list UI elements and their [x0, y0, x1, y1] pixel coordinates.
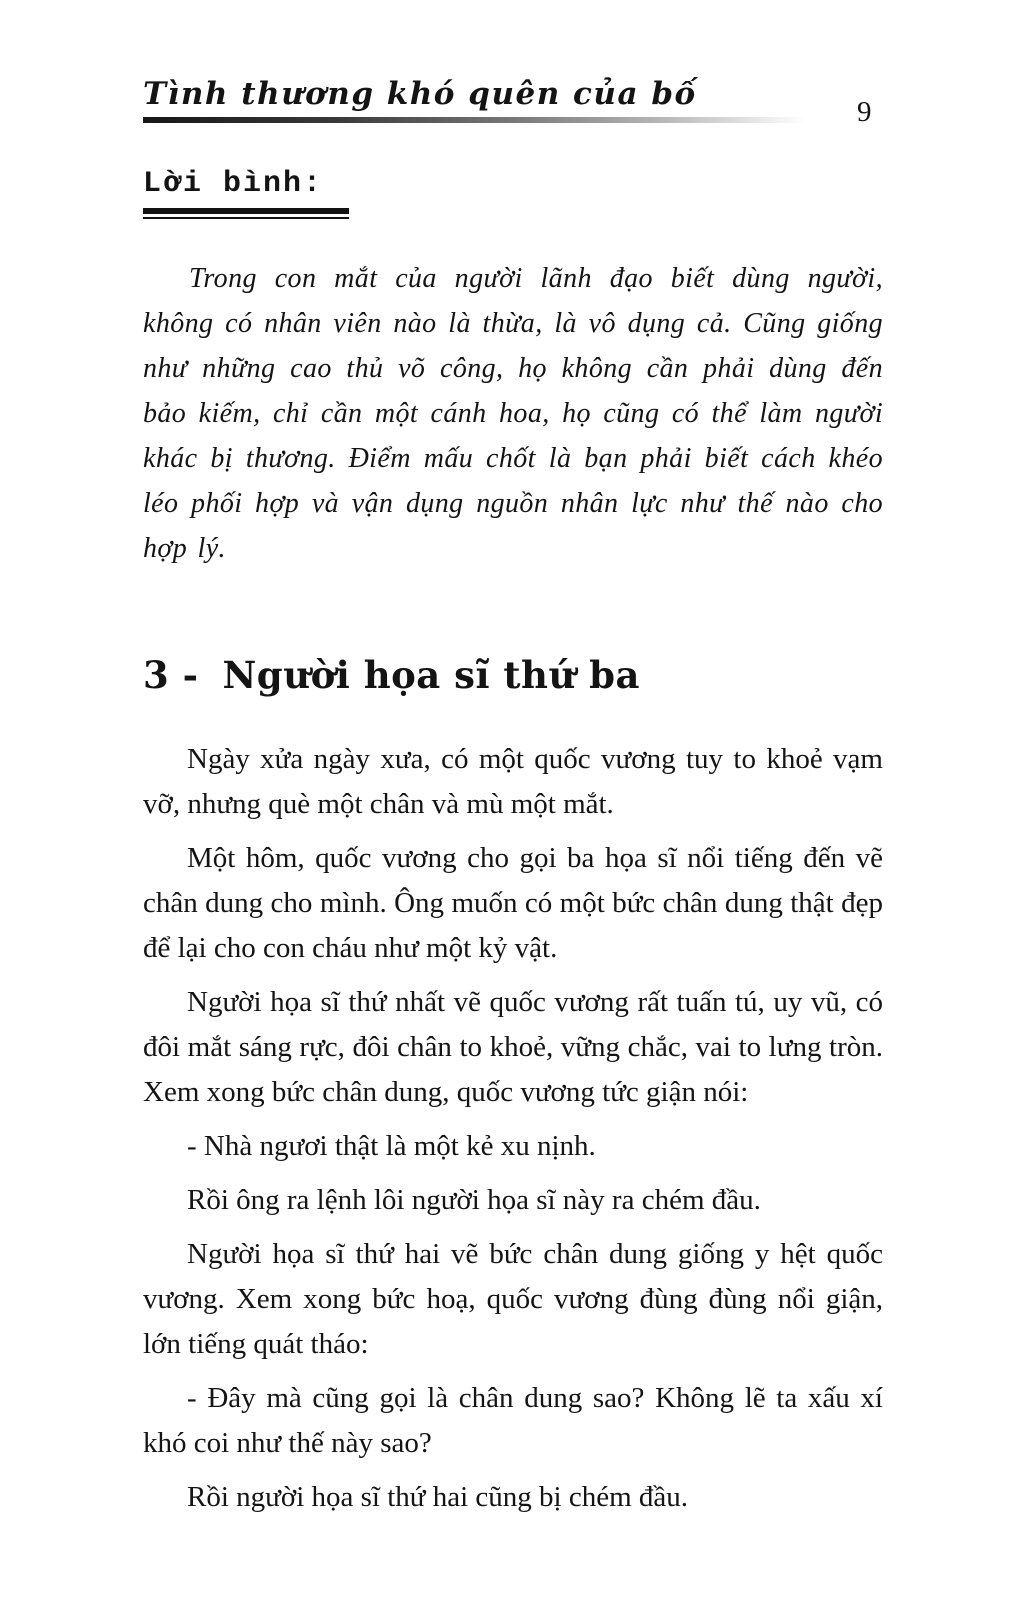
commentary-label: Lời bình:	[143, 167, 349, 214]
page-content	[143, 0, 883, 1520]
story-paragraph: Rồi người họa sĩ thứ hai cũng bị chém đầu.	[187, 1481, 689, 1513]
section-title: Người họa sĩ thứ ba	[222, 653, 641, 697]
story-paragraph: - Đây mà cũng gọi là chân dung sao? Không lẽ ta xấu xí khó coi như thế này sao?	[143, 1382, 883, 1459]
running-header-title: Tình thương khó quên của bố	[143, 76, 697, 112]
section-heading	[143, 653, 883, 697]
story-paragraph: Ngày xửa ngày xưa, có một quốc vương tuy to khoẻ vạm vỡ, nhưng què một chân và mù một mắt.	[143, 743, 883, 820]
header-gradient-rule	[143, 117, 840, 123]
commentary-paragraph: Trong con mắt của người lãnh đạo biết dùng người, không có nhân viên nào là thừa, là vô dụng cả. Cũng giống như những cao thủ võ công, họ không cần phải dùng đến bảo kiếm, chỉ cần một cánh hoa, họ cũng có thể làm người khác bị thương. Điểm mấu chốt là bạn phải biết cách khéo léo phối hợp và vận dụng nguồn nhân lực như thế nào cho hợp lý.	[143, 263, 883, 564]
story-paragraph: Người họa sĩ thứ nhất vẽ quốc vương rất tuấn tú, uy vũ, có đôi mắt sáng rực, đôi chân to khoẻ, vững chắc, vai to lưng tròn. Xem xong bức chân dung, quốc vương tức giận nói:	[143, 986, 883, 1108]
story-paragraph: Rồi ông ra lệnh lôi người họa sĩ này ra chém đầu.	[187, 1184, 761, 1216]
story-paragraph: Người họa sĩ thứ hai vẽ bức chân dung giống y hệt quốc vương. Xem xong bức hoạ, quốc vương đùng đùng nổi giận, lớn tiếng quát tháo:	[143, 1238, 883, 1360]
story-paragraph: - Nhà ngươi thật là một kẻ xu nịnh.	[187, 1130, 596, 1162]
commentary-section	[143, 123, 883, 571]
running-header	[143, 0, 883, 123]
story-paragraph: Một hôm, quốc vương cho gọi ba họa sĩ nổi tiếng đến vẽ chân dung cho mình. Ông muốn có một bức chân dung thật đẹp để lại cho con cháu như một kỷ vật.	[143, 842, 883, 964]
page-number: 9	[857, 96, 872, 128]
story-body	[143, 737, 883, 1520]
section-number: 3 -	[143, 653, 199, 697]
